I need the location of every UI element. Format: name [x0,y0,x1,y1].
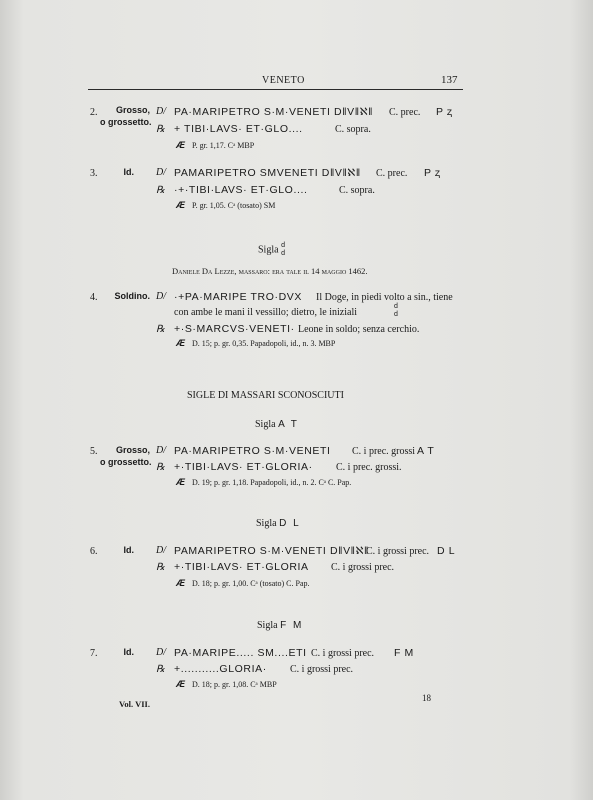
reverse-description: Leone in soldo; senza cerchio. [298,324,420,335]
obverse-description: C. i grossi prec. [311,648,375,659]
sigla-letters: D L [279,518,301,529]
denomination-line: Id. [123,545,134,555]
metal-symbol: Æ [176,679,185,689]
denomination-line: Id. [123,647,134,657]
denomination-line: o grossetto. [100,117,152,127]
sigla-label: Sigla [256,518,277,529]
denomination-line: o grossetto. [100,457,152,467]
reverse-legend: +...........GLORIA· [174,663,267,675]
reverse-symbol: ℞ [156,664,165,675]
fraction-top: d [281,242,285,249]
entry-denomination [100,166,134,178]
obverse-symbol: D/ [156,445,166,456]
obverse-description: C. i grossi prec. [366,546,430,557]
denomination-line: Soldino. [114,291,150,301]
sigla-letters: A T [278,419,299,430]
obverse-mark: P ⱬ [436,106,453,118]
obverse-legend: PA·MARIPETRO S·M·VENETI [174,445,331,457]
running-title: VENETO [262,75,305,86]
obverse-description-cont: con ambe le mani il vessillo; dietro, le iniziali [174,307,358,318]
sigla-heading [255,419,299,430]
entry-number: 5. [90,446,98,457]
reverse-description: C. i grossi prec. [331,562,395,573]
entry-denomination [100,104,150,128]
obverse-mark: F M [394,647,414,659]
entry-meta: D. 15; p. gr. 0,35. Papadopoli, id., n. 3. MBP [192,339,336,348]
obverse-legend: PA·MARIPE..... SM....ETI [174,647,307,659]
sigla-label: Sigla [255,419,276,430]
sigla-label: Sigla [258,244,279,256]
entry-meta: D. 18; p. gr. 1,00. Cᵃ (tosato) C. Pap. [192,579,310,588]
obverse-symbol: D/ [156,647,166,658]
entry-denomination [100,544,134,556]
reverse-description: C. i grossi prec. [290,664,354,675]
denomination-line: Grosso, [115,105,150,115]
sigla-heading [256,518,301,529]
entry-denomination [100,444,150,468]
massaro-note: Daniele Da Lezze, massaro: era tale il 14 maggio 1462. [172,266,368,276]
reverse-description: C. sopra. [335,124,371,135]
reverse-legend: ·+·TIBI·LAVS· ET·GLO.... [174,184,308,196]
obverse-legend: PAMARIPETRO SMVENETI D‖V‖ℵ‖ [174,167,361,179]
sigla-letters: F M [280,620,304,631]
obverse-symbol: D/ [156,106,166,117]
reverse-symbol: ℞ [156,124,165,135]
obverse-mark: A T [417,445,435,457]
reverse-legend: +·TIBI·LAVS· ET·GLORIA· [174,461,313,473]
entry-denomination [100,646,134,658]
section-title: SIGLE DI MASSARI SCONOSCIUTI [187,390,344,401]
obverse-description: C. prec. [376,168,408,179]
obverse-symbol: D/ [156,291,166,302]
reverse-symbol: ℞ [156,185,165,196]
reverse-symbol: ℞ [156,462,165,473]
reverse-legend: + TIBI·LAVS· ET·GLO.... [174,123,303,135]
metal-symbol: Æ [176,200,185,210]
obverse-description: C. i prec. grossi [352,446,416,457]
metal-symbol: Æ [176,477,185,487]
header-rule [88,89,463,90]
entry-number: 6. [90,546,98,557]
reverse-description: C. i prec. grossi. [336,462,402,473]
sigla-fraction [281,242,285,258]
entry-number: 2. [90,107,98,118]
obverse-legend: PA·MARIPETRO S·M·VENETI D‖V‖ℵ‖ [174,106,374,118]
obverse-mark: D L [437,545,456,557]
initials-fraction [394,303,398,319]
metal-symbol: Æ [176,578,185,588]
entry-meta: D. 18; p. gr. 1,08. Cᵃ MBP [192,680,277,689]
reverse-symbol: ℞ [156,562,165,573]
entry-denomination [100,290,150,302]
denomination-line: Id. [123,167,134,177]
reverse-legend: +·TIBI·LAVS· ET·GLORIA [174,561,309,573]
sigla-label: Sigla [257,620,278,631]
sigla-heading [257,620,303,631]
obverse-mark: P ⱬ [424,167,441,179]
metal-symbol: Æ [176,338,185,348]
reverse-legend: +·S·MARCVS·VENETI· [174,323,295,335]
entry-number: 7. [90,648,98,659]
fraction-top: d [394,303,398,310]
entry-meta: D. 19; p. gr. 1,18. Papadopoli, id., n. 2. Cᵃ C. Pap. [192,478,352,487]
page-number: 137 [441,74,458,86]
reverse-symbol: ℞ [156,324,165,335]
fraction-bottom: d [394,311,398,318]
volume-label: Vol. VII. [119,699,150,709]
sigla-heading [258,242,285,258]
obverse-legend: ·+PA·MARIPE TRO·DVX [174,291,302,303]
signature-mark: 18 [422,693,431,703]
obverse-legend: PAMARIPETRO S·M·VENETI D‖V‖ℵ‖ [174,545,369,557]
entry-number: 3. [90,168,98,179]
entry-number: 4. [90,292,98,303]
reverse-description: C. sopra. [339,185,375,196]
obverse-description: C. prec. [389,107,421,118]
obverse-description: Il Doge, in piedi volto a sin., tiene [316,292,453,303]
denomination-line: Grosso, [115,445,150,455]
metal-symbol: Æ [176,140,185,150]
obverse-symbol: D/ [156,545,166,556]
entry-meta: P. gr. 1,05. Cᵃ (tosato) SM [192,201,276,210]
entry-meta: P. gr. 1,17. Cᵃ MBP [192,141,255,150]
obverse-symbol: D/ [156,167,166,178]
fraction-bottom: d [281,250,285,257]
